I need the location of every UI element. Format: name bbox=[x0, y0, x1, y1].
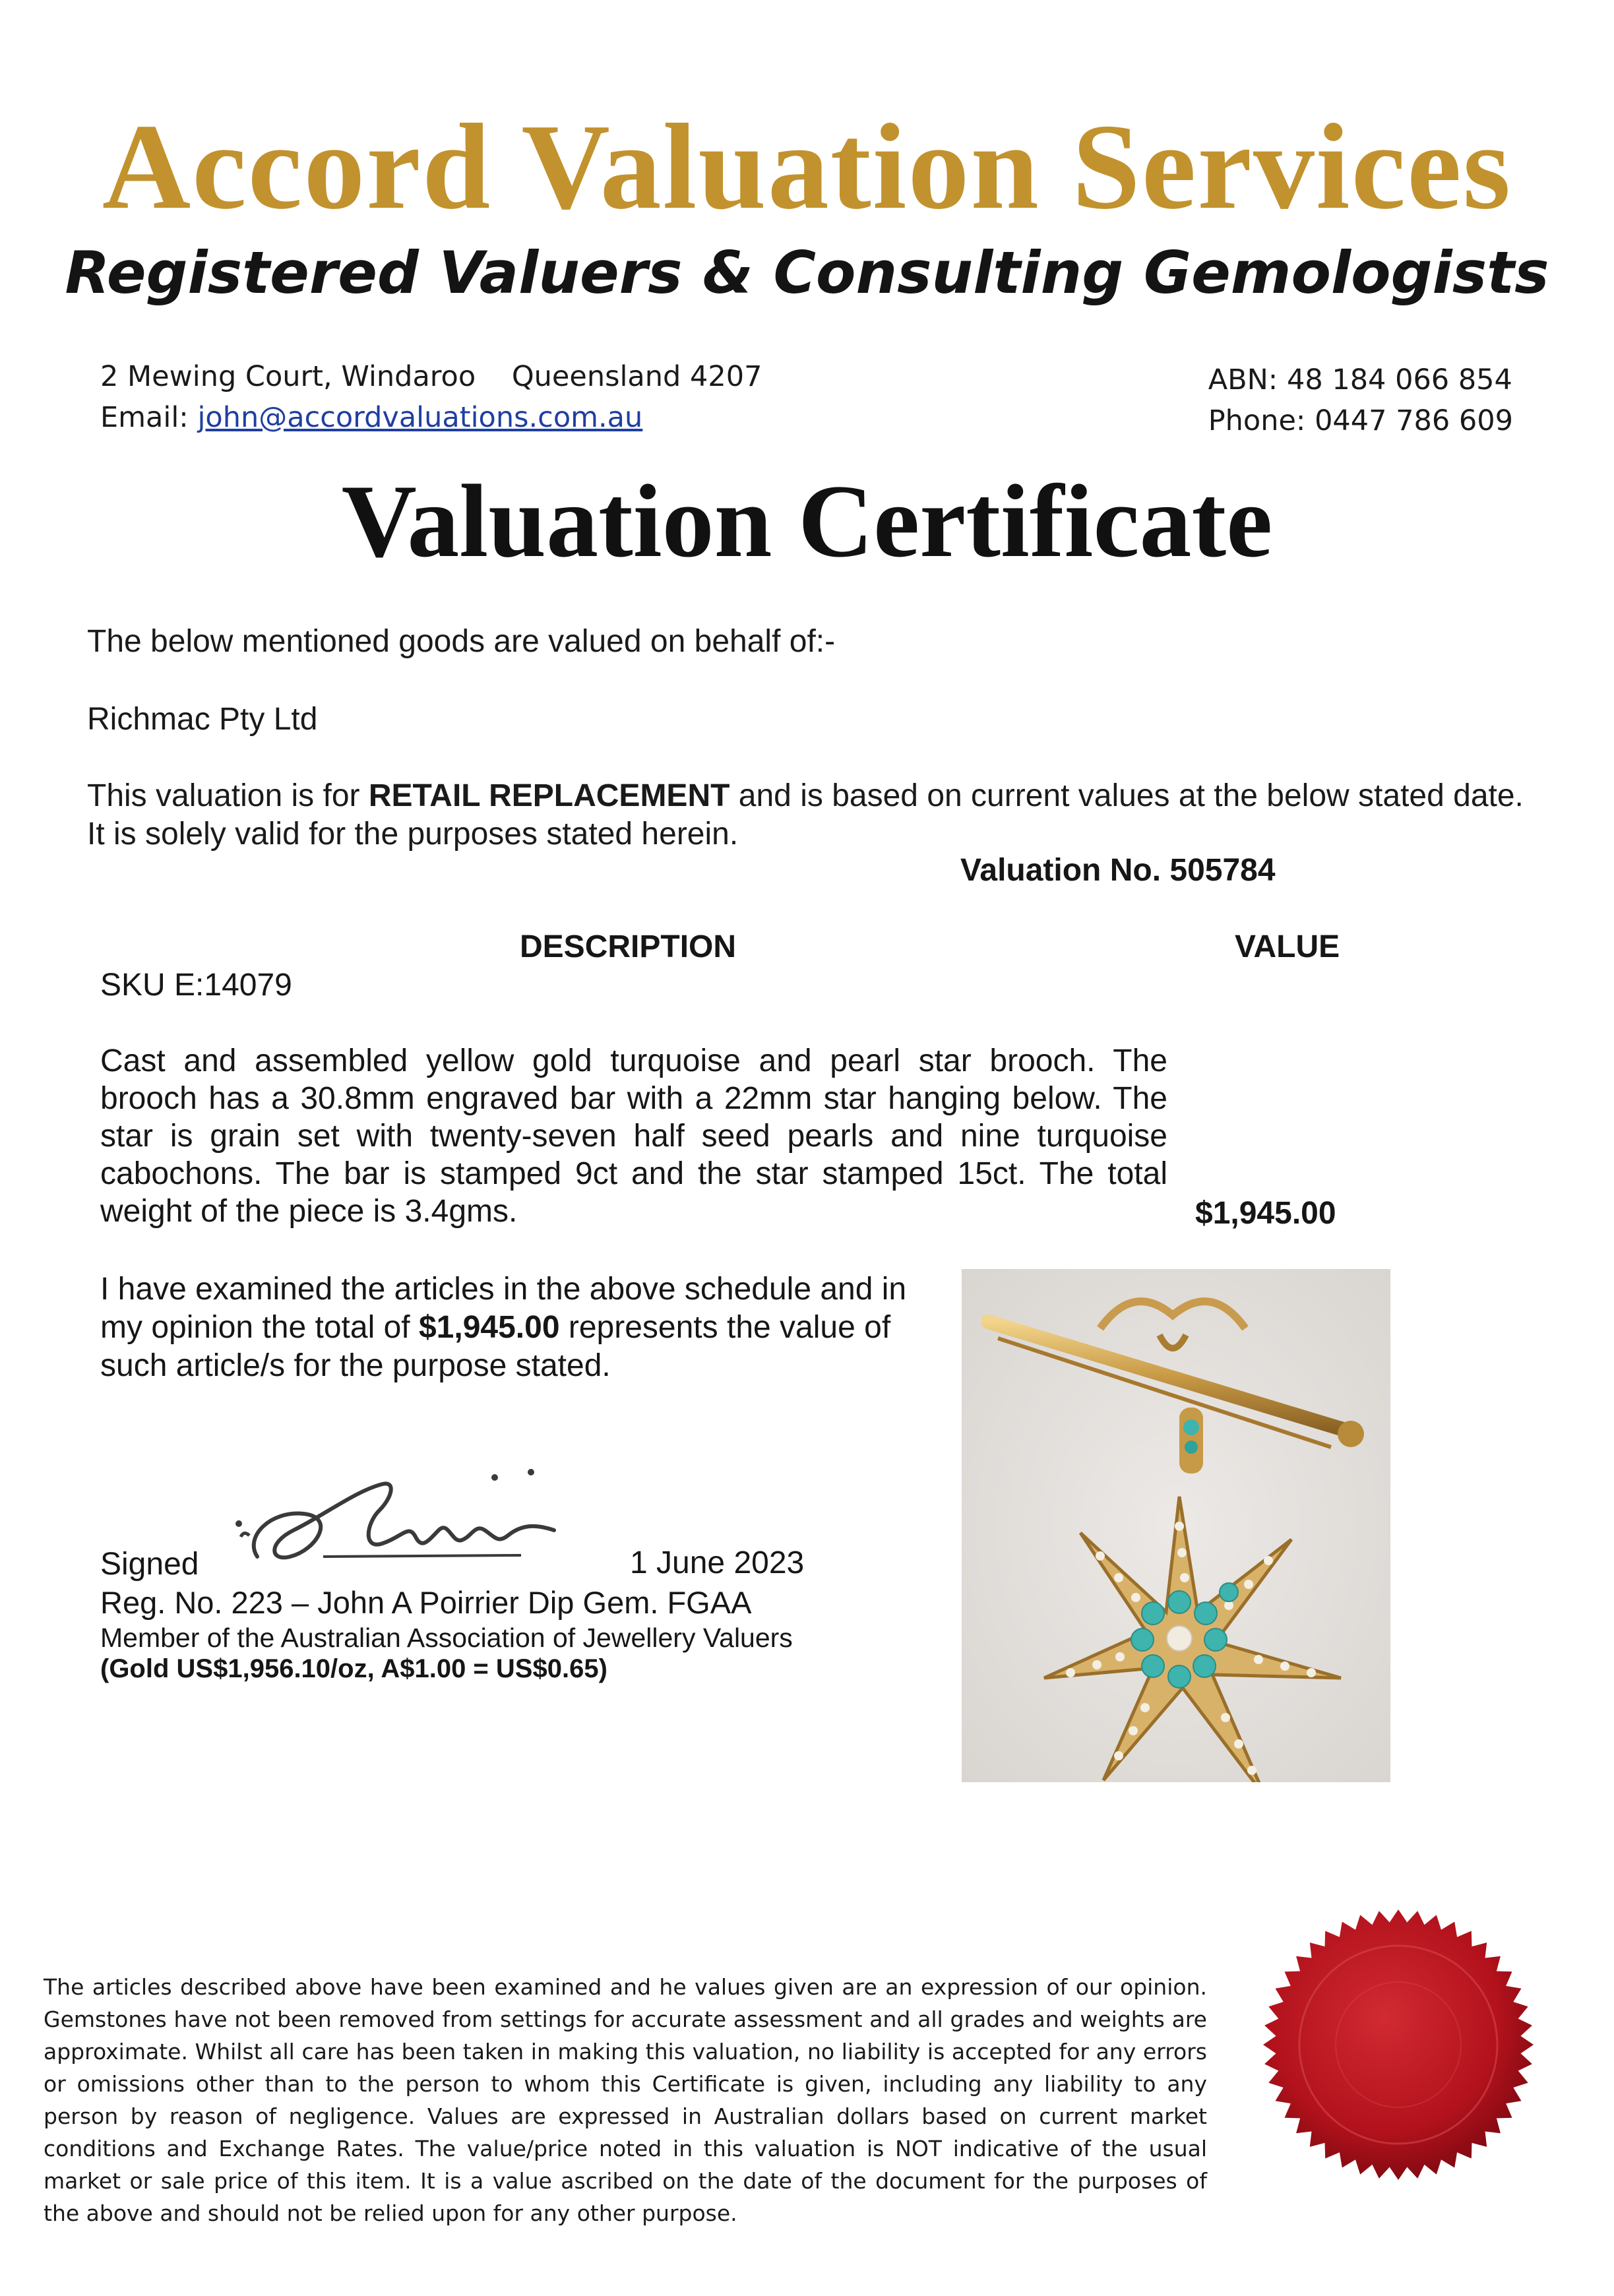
signature-date: 1 June 2023 bbox=[630, 1545, 805, 1580]
email-line bbox=[100, 397, 762, 438]
behalf-line: The below mentioned goods are valued on behalf of:- bbox=[87, 624, 836, 659]
item-value: $1,945.00 bbox=[1195, 1196, 1336, 1231]
signature-scribble bbox=[231, 1458, 613, 1590]
value-header: VALUE bbox=[1235, 929, 1340, 964]
registration-line: Reg. No. 223 – John A Poirrier Dip Gem. FGAA bbox=[100, 1585, 752, 1620]
wax-seal-icon bbox=[1260, 1906, 1537, 2187]
seal-graphic bbox=[1260, 1906, 1537, 2183]
certificate-title: Valuation Certificate bbox=[341, 464, 1273, 579]
description-header: DESCRIPTION bbox=[520, 929, 737, 964]
company-name: Accord Valuation Services bbox=[102, 99, 1512, 235]
company-tagline: Registered Valuers & Consulting Gemologists bbox=[65, 239, 1549, 307]
contact-right bbox=[1208, 359, 1513, 441]
purpose-suffix: and is based on current values at the below stated date. It is solely valid for the purposes stated herein. bbox=[87, 778, 1524, 852]
brooch-illustration bbox=[962, 1269, 1390, 1782]
item-description: Cast and assembled yellow gold turquoise and pearl star brooch. The brooch has a 30.8mm engraved bar with a 22mm star hanging below. The star is grain set with twenty-seven half seed pearls and nine turquoise cabochons. The bar is stamped 9ct and the star stamped 15ct. The total weight of the piece is 3.4gms. bbox=[100, 1043, 1167, 1229]
opinion-amount: $1,945.00 bbox=[418, 1310, 560, 1345]
email-link[interactable]: john@accordvaluations.com.au bbox=[197, 401, 643, 434]
purpose-paragraph bbox=[87, 777, 1538, 853]
client-name: Richmac Pty Ltd bbox=[87, 702, 318, 737]
opinion-prefix: I have examined the articles in the above schedule and in my opinion the total of bbox=[100, 1272, 907, 1345]
purpose-prefix: This valuation is for bbox=[87, 778, 360, 813]
valuation-number: Valuation No. 505784 bbox=[960, 853, 1276, 888]
opinion-paragraph bbox=[100, 1270, 938, 1385]
purpose-type: RETAIL REPLACEMENT bbox=[368, 778, 730, 813]
item-sku: SKU E:14079 bbox=[100, 968, 292, 1003]
opinion-suffix: represents the value of such article/s for the purpose stated. bbox=[100, 1310, 891, 1383]
abn-line: ABN: 48 184 066 854 bbox=[1208, 363, 1512, 396]
address-line: 2 Mewing Court, Windaroo Queensland 4207 bbox=[100, 360, 762, 393]
gold-rate-line: (Gold US$1,956.10/oz, A$1.00 = US$0.65) bbox=[100, 1654, 607, 1683]
contact-left bbox=[100, 356, 762, 438]
handwritten-signature bbox=[231, 1458, 613, 1593]
signed-label: Signed bbox=[100, 1547, 199, 1582]
email-label: Email: bbox=[100, 401, 189, 434]
membership-line: Member of the Australian Association of Jewellery Valuers bbox=[100, 1623, 793, 1653]
disclaimer: The articles described above have been examined and he values given are an expression of our opinion. Gemstones have not been removed from settings for accurate assessment and all grades and weights are approximate. Whilst all care has been taken in making this valuation, no liability is accepted for any errors or omissions other than to the person to whom this Certificate is given, including any liability to any person by reason of negligence. Values are expressed in Australian dollars based on current market conditions and Exchange Rates. The value/price noted in this valuation is NOT indicative of the usual market or sale price of this item. It is a value ascribed on the date of the document for the purposes of the above and should not be relied upon for any other purpose. bbox=[44, 1974, 1207, 2226]
brooch-photo bbox=[962, 1269, 1390, 1782]
phone-line: Phone: 0447 786 609 bbox=[1208, 404, 1513, 437]
